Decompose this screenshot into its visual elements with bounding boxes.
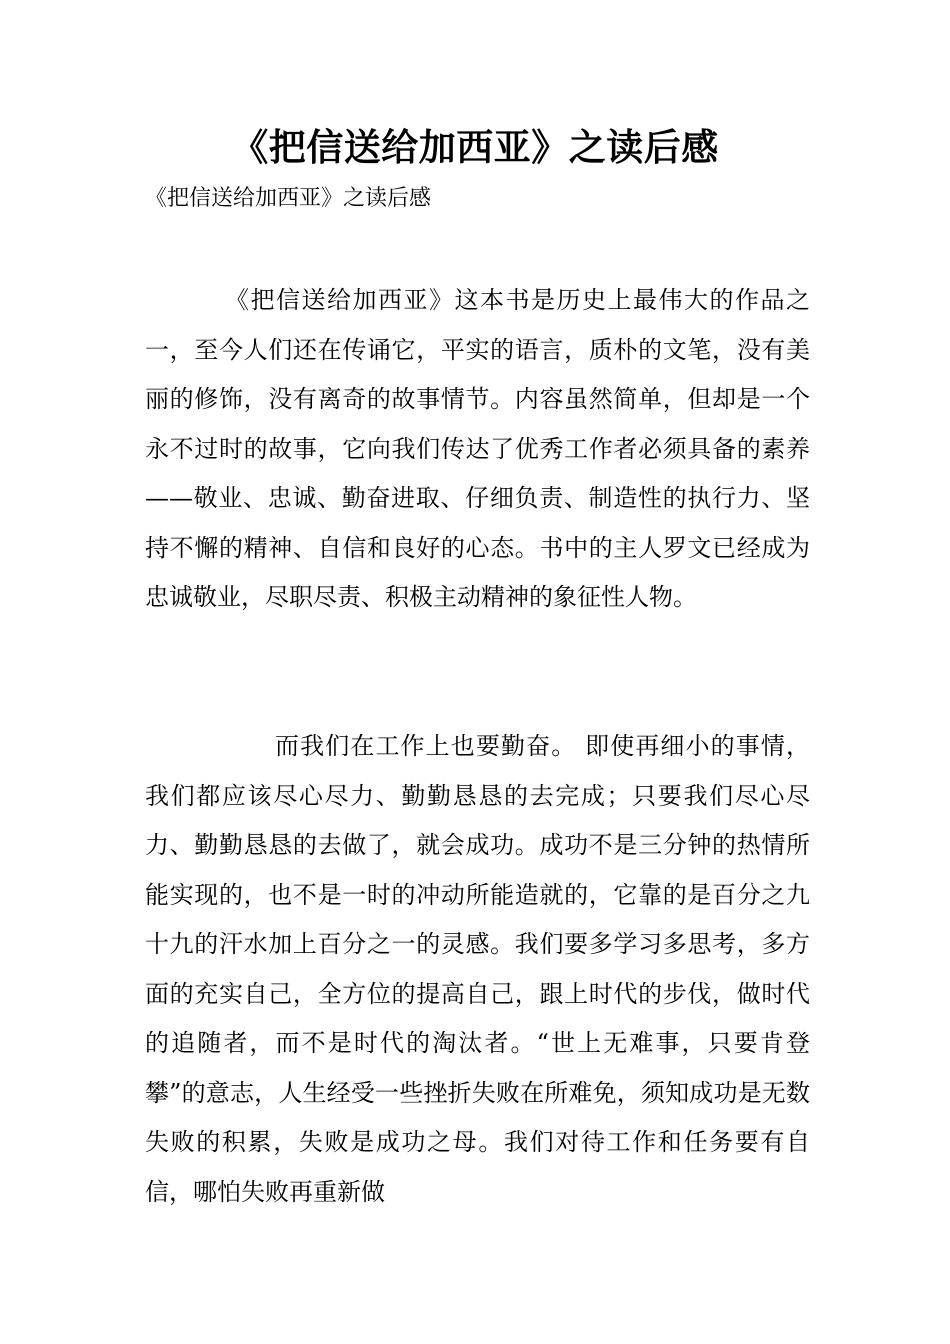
body-paragraph-1: 《把信送给加西亚》这本书是历史上最伟大的作品之一，至今人们还在传诵它，平实的语言，质朴的文笔，没有美丽的修饰，没有离奇的故事情节。内容虽然简单，但却是一个永不过时的故事，它向我们传达了优秀工作者必须具备的素养——敬业、忠诚、勤奋进取、仔细负责、制造性的执行力、坚持不懈的精神、自信和良好的心态。书中的主人罗文已经成为忠诚敬业，尽职尽责、积极主动精神的象征性人物。	[145, 286, 810, 611]
body-paragraph-2: 而我们在工作上也要勤奋。 即使再细小的事情，我们都应该尽心尽力、勤勤恳恳的去完成；只要我们尽心尽力、勤勤恳恳的去做了，就会成功。成功不是三分钟的热情所能实现的，也不是一时的冲动所能造就的，它靠的是百分之九十九的汗水加上百分之一的灵感。我们要多学习多思考，多方面的充实自己，全方位的提高自己，跟上时代的步伐，做时代的追随者，而不是时代的淘汰者。“世上无难事，只要肯登攀”的意志，人生经受一些挫折失败在所难免，须知成功是无数失败的积累，失败是成功之母。我们对待工作和任务要有自信，哪怕失败再重新做	[145, 732, 810, 1206]
document-title: 《把信送给加西亚》之读后感	[231, 126, 719, 169]
document-subtitle: 《把信送给加西亚》之读后感	[145, 186, 432, 211]
